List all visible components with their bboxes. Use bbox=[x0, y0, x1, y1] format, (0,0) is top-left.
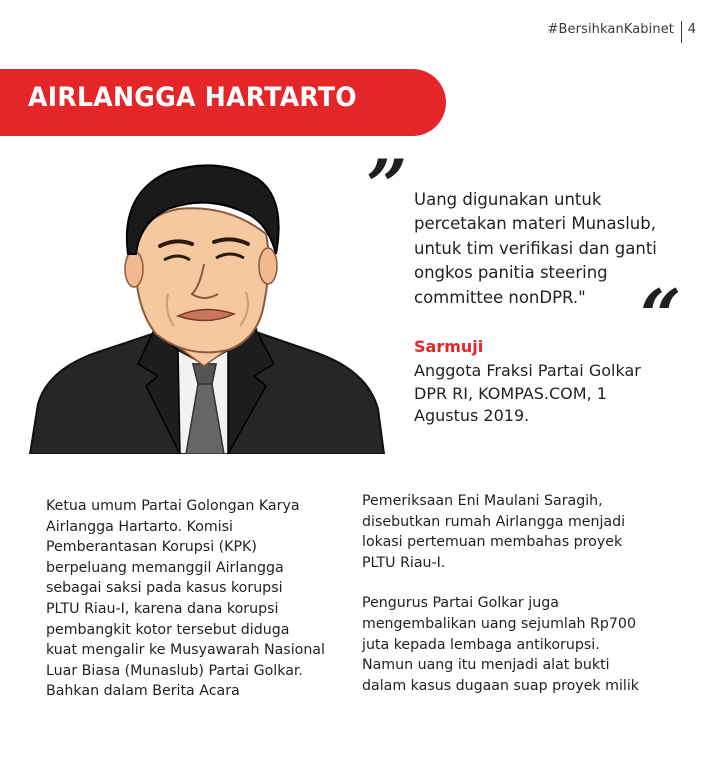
body-line: Pengurus Partai Golkar juga bbox=[362, 595, 559, 612]
body-line: Namun uang itu menjadi alat bukti bbox=[362, 657, 610, 674]
quote-line: untuk tim verifikasi dan ganti bbox=[414, 238, 657, 258]
body-line: juta kepada lembaga antikorupsi. bbox=[362, 636, 600, 653]
face bbox=[135, 208, 268, 352]
paragraph-gap bbox=[362, 573, 672, 593]
quote-open-mark: ” bbox=[366, 143, 408, 228]
quote-line: ongkos panitia steering bbox=[414, 263, 608, 283]
body-line: berpeluang memanggil Airlangga bbox=[46, 559, 284, 576]
body-line: Pemberantasan Korupsi (KPK) bbox=[46, 539, 257, 556]
speaker-role-line: Agustus 2019. bbox=[414, 406, 530, 425]
hashtag-label: #BersihkanKabinet bbox=[547, 22, 674, 37]
portrait-illustration bbox=[28, 154, 386, 454]
body-column-left bbox=[46, 496, 346, 702]
body-line: Ketua umum Partai Golongan Karya bbox=[46, 498, 300, 514]
header-divider bbox=[681, 21, 682, 43]
speaker-role-line: Anggota Fraksi Partai Golkar bbox=[414, 361, 641, 380]
body-line: Pemeriksaan Eni Maulani Saragih, bbox=[362, 493, 603, 509]
quote-line: percetakan materi Munaslub, bbox=[414, 214, 656, 234]
body-line: Bahkan dalam Berita Acara bbox=[46, 683, 240, 700]
quote-line: Uang digunakan untuk bbox=[414, 190, 602, 209]
speaker-name: Sarmuji bbox=[414, 337, 484, 356]
body-line: sebagai saksi pada kasus korupsi bbox=[46, 580, 283, 597]
quote-close-mark: “ bbox=[640, 273, 682, 358]
body-line: Luar Biasa (Munaslub) Partai Golkar. bbox=[46, 662, 303, 679]
body-line: disebutkan rumah Airlangga menjadi bbox=[362, 513, 626, 530]
speaker-role-line: DPR RI, KOMPAS.COM, 1 bbox=[414, 383, 607, 403]
page-title: AIRLANGGA HARTARTO bbox=[28, 82, 357, 113]
body-column-right bbox=[362, 491, 672, 696]
body-line: dalam kasus dugaan suap proyek milik bbox=[362, 677, 640, 694]
body-line: PLTU Riau-I. bbox=[362, 554, 446, 571]
body-line: pembangkit kotor tersebut diduga bbox=[46, 621, 290, 638]
body-line: kuat mengalir ke Musyawarah Nasional bbox=[46, 642, 325, 659]
body-line: mengembalikan uang sejumlah Rp700 bbox=[362, 615, 636, 632]
body-line: PLTU Riau-I, karena dana korupsi bbox=[46, 600, 279, 617]
speaker-role bbox=[414, 360, 704, 428]
page-number: 4 bbox=[687, 22, 696, 37]
body-line: Airlangga Hartarto. Komisi bbox=[46, 518, 233, 535]
quote-line: committee nonDPR." bbox=[414, 287, 586, 307]
body-line: lokasi pertemuan membahas proyek bbox=[362, 534, 623, 551]
